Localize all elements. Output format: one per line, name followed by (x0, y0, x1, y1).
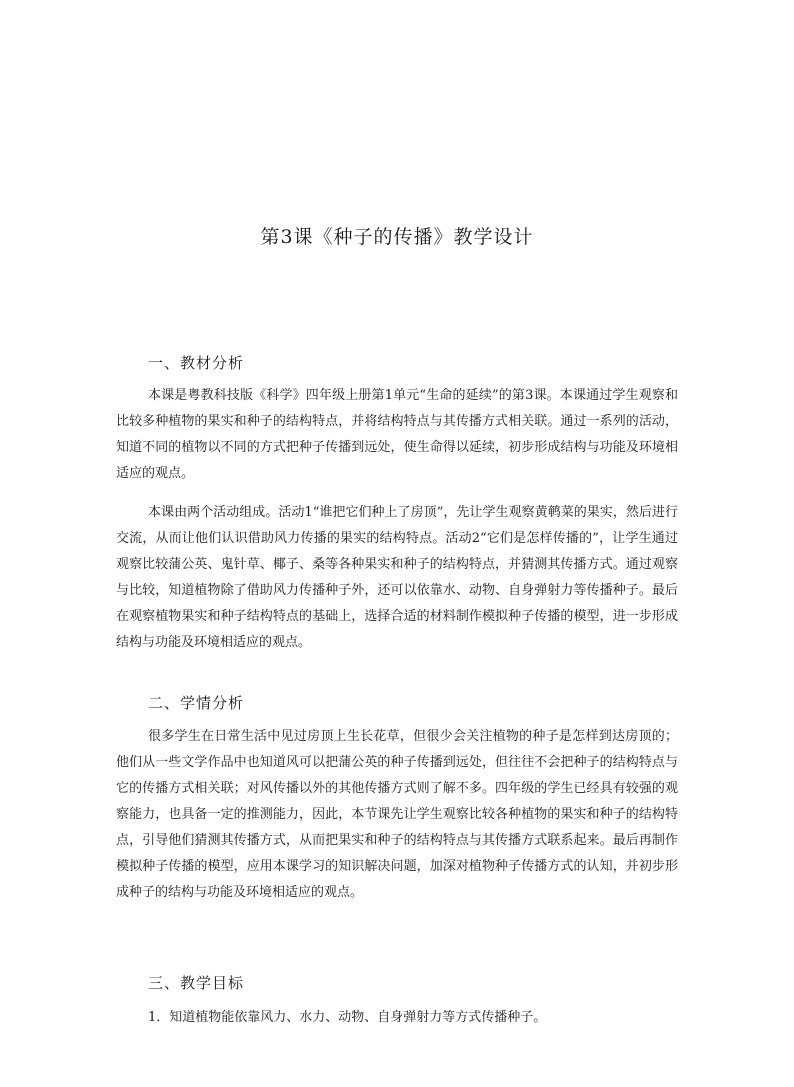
paragraph: 本课由两个活动组成。活动1“谁把它们种上了房顶”，先让学生观察黄鹌菜的果实，然后进行交流，从而让他们认识借助风力传播的果实的结构特点。活动2“它们是怎样传播的”，让学生通过观察比较蒲公英、鬼针草、椰子、桑等各种果实和种子的结构特点，并猜测其传播方式。通过观察与比较，知道植物除了借助风力传播种子外，还可以依靠水、动物、自身弹射力等传播种子。最后在观察植物果实和种子结构特点的基础上，选择合适的材料制作模拟种子传播的模型，进一步形成结构与功能及环境相适应的观点。 (116, 505, 678, 650)
section-heading-teaching-goals: 三、教学目标 (148, 974, 245, 992)
section-heading-student-analysis: 二、学情分析 (148, 694, 245, 712)
paragraph: 很多学生在日常生活中见过房顶上生长花草，但很少会关注植物的种子是怎样到达房顶的；他们从一些文学作品中也知道风可以把蒲公英的种子传播到远处，但往往不会把种子的结构特点与它的传播方式相关联；对风传播以外的其他传播方式则了解不多。四年级的学生已经具有较强的观察能力，也具备一定的推测能力，因此，本节课先让学生观察比较各种植物的果实和种子的结构特点，引导他们猜测其传播方式，从而把果实和种子的结构特点与其传播方式联系起来。最后再制作模拟种子传播的模型，应用本课学习的知识解决问题，加深对植物种子传播方式的认知，并初步形成种子的结构与功能及环境相适应的观点。 (116, 729, 678, 900)
goal-item: 1．知道植物能依靠风力、水力、动物、自身弹射力等方式传播种子。 (148, 1010, 547, 1025)
section-heading-textbook-analysis: 一、教材分析 (148, 354, 245, 372)
paragraph: 本课是粤教科技版《科学》四年级上册第1单元“生命的延续”的第3课。本课通过学生观察和比较多种植物的果实和种子的结构特点，并将结构特点与其传播方式相关联。通过一系列的活动，知道不同的植物以不同的方式把种子传播到远处，使生命得以延续，初步形成结构与功能及环境相适应的观点。 (116, 388, 678, 481)
document-title: 第3课《种子的传播》教学设计 (260, 226, 534, 248)
